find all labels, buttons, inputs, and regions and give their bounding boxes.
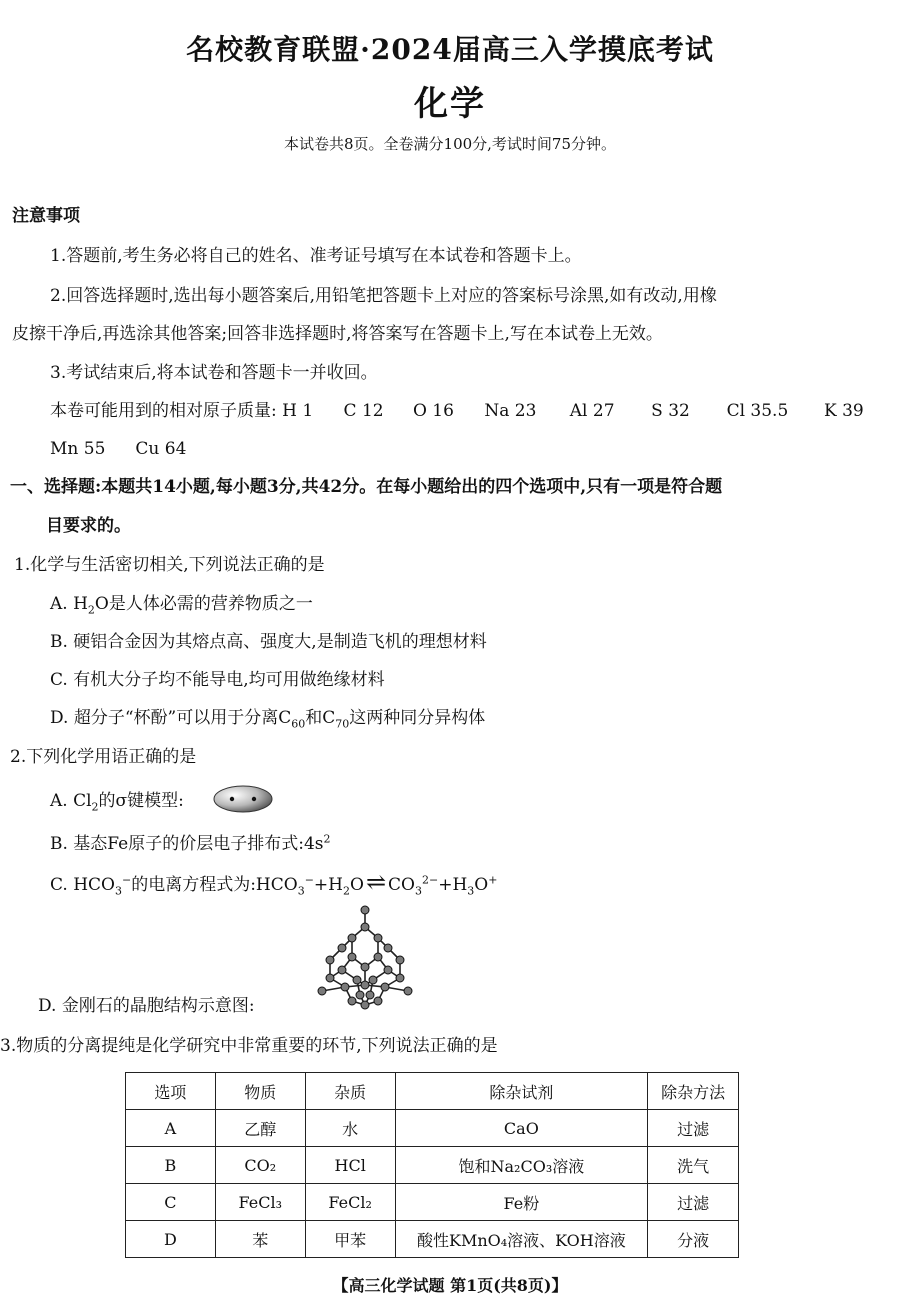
mass-o: O 16 xyxy=(412,401,454,421)
q1-option-d: D. 超分子“杯酚”可以用于分离$C_{60}$和$C_{70}$这两种同分异构体 xyxy=(50,708,486,731)
mass-s: S 32 xyxy=(651,401,690,421)
q2-stem: 2.下列化学用语正确的是 xyxy=(10,747,197,767)
table-header: 除杂方法 xyxy=(648,1073,739,1110)
sigma-bond-model-image xyxy=(212,783,274,815)
notice-item-2a: 2.回答选择题时,选出每小题答案后,用铅笔把答题卡上对应的答案标号涂黑,如有改动,用橡 xyxy=(50,286,717,306)
table-cell: 过滤 xyxy=(648,1184,739,1221)
section-1-heading: 一、选择题:本题共14小题,每小题3分,共42分。在每小题给出的四个选项中,只有一项是符合题 xyxy=(10,477,723,497)
table-cell: B xyxy=(126,1147,216,1184)
diamond-unit-cell-image xyxy=(312,905,416,1011)
table-cell: HCl xyxy=(305,1147,395,1184)
table-cell: FeCl₃ xyxy=(215,1184,305,1221)
table-cell: FeCl₂ xyxy=(305,1184,395,1221)
table-row xyxy=(126,1110,739,1147)
q1-stem: 1.化学与生活密切相关,下列说法正确的是 xyxy=(14,555,325,575)
exam-title: 名校教育联盟·2024届高三入学摸底考试 xyxy=(186,33,714,66)
mass-h: H 1 xyxy=(282,401,314,421)
table-cell: 水 xyxy=(305,1110,395,1147)
q2-option-a: A. $Cl_2$的σ键模型: xyxy=(50,791,184,814)
table-header: 物质 xyxy=(215,1073,305,1110)
q2-option-b: B. 基态Fe原子的价层电子排布式$:4s^2$ xyxy=(50,832,331,854)
atomic-mass-line xyxy=(50,399,864,423)
table-cell: CO₂ xyxy=(215,1147,305,1184)
separation-table xyxy=(125,1072,739,1258)
table-row xyxy=(126,1221,739,1258)
page-footer: 【高三化学试题 第1页(共8页)】 xyxy=(332,1276,568,1295)
table-cell: Fe粉 xyxy=(395,1184,648,1221)
table-row xyxy=(126,1147,739,1184)
mass-na: Na 23 xyxy=(484,401,537,421)
notice-heading: 注意事项 xyxy=(12,206,80,226)
q3-stem: 3.物质的分离提纯是化学研究中非常重要的环节,下列说法正确的是 xyxy=(0,1036,498,1056)
table-row xyxy=(126,1184,739,1221)
q2-option-d: D. 金刚石的晶胞结构示意图: xyxy=(38,996,255,1016)
table-cell: A xyxy=(126,1110,216,1147)
mass-label: 本卷可能用到的相对原子质量: xyxy=(50,401,277,421)
table-cell: 饱和Na₂CO₃溶液 xyxy=(395,1147,648,1184)
q1-option-c: C. 有机大分子均不能导电,均可用做绝缘材料 xyxy=(50,670,385,690)
mass-mn: Mn 55 xyxy=(50,439,106,459)
table-cell: 甲苯 xyxy=(305,1221,395,1258)
table-header-row xyxy=(126,1073,739,1110)
mass-c: C 12 xyxy=(343,401,384,421)
mass-cl: Cl 35.5 xyxy=(726,401,789,421)
mass-k: K 39 xyxy=(823,401,864,421)
q1-option-b: B. 硬铝合金因为其熔点高、强度大,是制造飞机的理想材料 xyxy=(50,632,487,652)
q1-option-a: A. $H_2O$是人体必需的营养物质之一 xyxy=(50,594,313,617)
mass-cu: Cu 64 xyxy=(135,439,187,459)
table-cell: 分液 xyxy=(648,1221,739,1258)
table-cell: 洗气 xyxy=(648,1147,739,1184)
subject-title: 化学 xyxy=(414,84,486,124)
mass-al: Al 27 xyxy=(569,401,615,421)
table-cell: C xyxy=(126,1184,216,1221)
table-cell: 酸性KMnO₄溶液、KOH溶液 xyxy=(395,1221,648,1258)
table-header: 除杂试剂 xyxy=(395,1073,648,1110)
table-cell: CaO xyxy=(395,1110,648,1147)
table-cell: D xyxy=(126,1221,216,1258)
q2-option-c: C. $HCO_3^-$的电离方程式为$:HCO_3^-+H_2O\rightleftharpoons$ $CO_3^{2-}+H_3O^+$ xyxy=(50,868,498,898)
table-header: 杂质 xyxy=(305,1073,395,1110)
table-cell: 乙醇 xyxy=(215,1110,305,1147)
exam-info: 本试卷共8页。全卷满分100分,考试时间75分钟。 xyxy=(283,135,617,153)
section-1-heading-cont: 目要求的。 xyxy=(46,516,131,536)
table-header: 选项 xyxy=(126,1073,216,1110)
table-cell: 过滤 xyxy=(648,1110,739,1147)
notice-item-3: 3.考试结束后,将本试卷和答题卡一并收回。 xyxy=(50,363,378,383)
notice-item-2b: 皮擦干净后,再选涂其他答案;回答非选择题时,将答案写在答题卡上,写在本试卷上无效。 xyxy=(12,324,663,344)
table-cell: 苯 xyxy=(215,1221,305,1258)
atomic-mass-line-2 xyxy=(50,437,186,461)
notice-item-1: 1.答题前,考生务必将自己的姓名、准考证号填写在本试卷和答题卡上。 xyxy=(50,246,582,266)
